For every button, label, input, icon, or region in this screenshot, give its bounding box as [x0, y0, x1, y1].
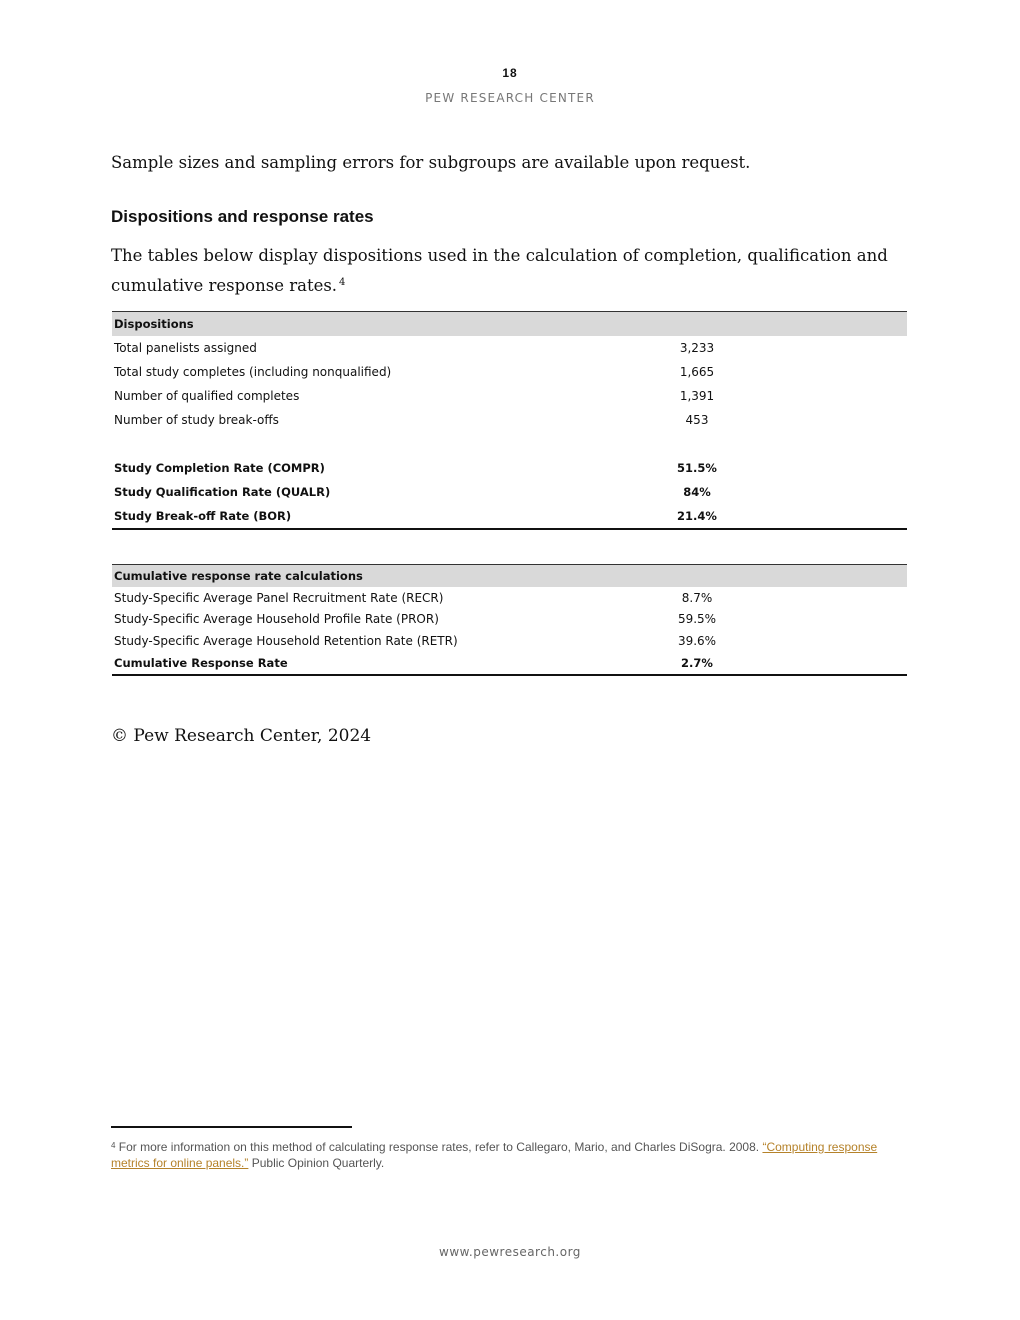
- footnote-divider: [111, 1126, 352, 1128]
- table-row: [112, 587, 907, 609]
- table-row: [112, 360, 907, 384]
- footer-url[interactable]: www.pewresearch.org: [439, 1245, 581, 1259]
- row-value: 39.6%: [677, 634, 717, 649]
- table-header: Cumulative response rate calculations: [112, 565, 565, 587]
- footnote-text: For more information on this method of calculating response rates, refer to Callegaro, Mario, and Charles DiSogra. 2008.: [115, 1140, 763, 1154]
- footnote-reference[interactable]: 4: [339, 277, 346, 288]
- footnote: [111, 1138, 901, 1171]
- dispositions-table: [112, 311, 907, 530]
- row-label: Number of qualified completes: [114, 389, 300, 403]
- organization-header: PEW RESEARCH CENTER: [425, 91, 595, 105]
- table-header: Dispositions: [112, 312, 565, 337]
- total-row: [112, 652, 907, 675]
- rate-label: Study Completion Rate (COMPR): [114, 461, 325, 475]
- rate-row: [112, 480, 907, 504]
- copyright-notice: © Pew Research Center, 2024: [111, 726, 372, 746]
- footnote-marker: 4: [111, 1141, 116, 1150]
- intro-text: Sample sizes and sampling errors for subgroups are available upon request.: [111, 153, 751, 172]
- total-value: 2.7%: [681, 656, 713, 671]
- row-value: 1,391: [679, 389, 715, 403]
- total-label: Cumulative Response Rate: [114, 656, 288, 671]
- row-value: 8.7%: [681, 590, 713, 605]
- row-value: 453: [685, 413, 709, 427]
- section-heading: Dispositions and response rates: [111, 207, 374, 226]
- rate-value: 51.5%: [677, 461, 717, 475]
- body-paragraph-text: The tables below display dispositions used in the calculation of completion, qualification and cumulative response rates.: [111, 246, 888, 295]
- table-row: [112, 609, 907, 631]
- rate-row: [112, 504, 907, 529]
- row-label: Study-Specific Average Household Retention Rate (RETR): [114, 634, 458, 649]
- spacer-row: [112, 432, 907, 456]
- rate-value: 84%: [683, 485, 711, 499]
- row-label: Total study completes (including nonqualified): [114, 365, 392, 379]
- rate-value: 21.4%: [677, 509, 717, 523]
- table-row: [112, 408, 907, 432]
- table-header-row: [112, 312, 907, 337]
- table-row: [112, 336, 907, 360]
- table-row: [112, 630, 907, 652]
- row-label: Study-Specific Average Panel Recruitment Rate (RECR): [114, 590, 444, 605]
- rate-label: Study Qualification Rate (QUALR): [114, 485, 331, 499]
- row-label: Number of study break-offs: [114, 413, 279, 427]
- rate-row: [112, 456, 907, 480]
- footnote-source: Public Opinion Quarterly.: [248, 1156, 385, 1170]
- row-label: Total panelists assigned: [114, 341, 257, 355]
- rate-label: Study Break-off Rate (BOR): [114, 509, 292, 523]
- row-value: 3,233: [679, 341, 715, 355]
- page-number: 18: [502, 66, 518, 80]
- row-value: 1,665: [679, 365, 715, 379]
- cumulative-table: [112, 564, 907, 676]
- body-paragraph: [111, 242, 901, 299]
- row-value: 59.5%: [677, 612, 717, 627]
- row-label: Study-Specific Average Household Profile Rate (PROR): [114, 612, 439, 627]
- table-row: [112, 384, 907, 408]
- footnote-link[interactable]: “Computing response metrics for online panels.”: [111, 1140, 878, 1170]
- table-header-row: [112, 565, 907, 587]
